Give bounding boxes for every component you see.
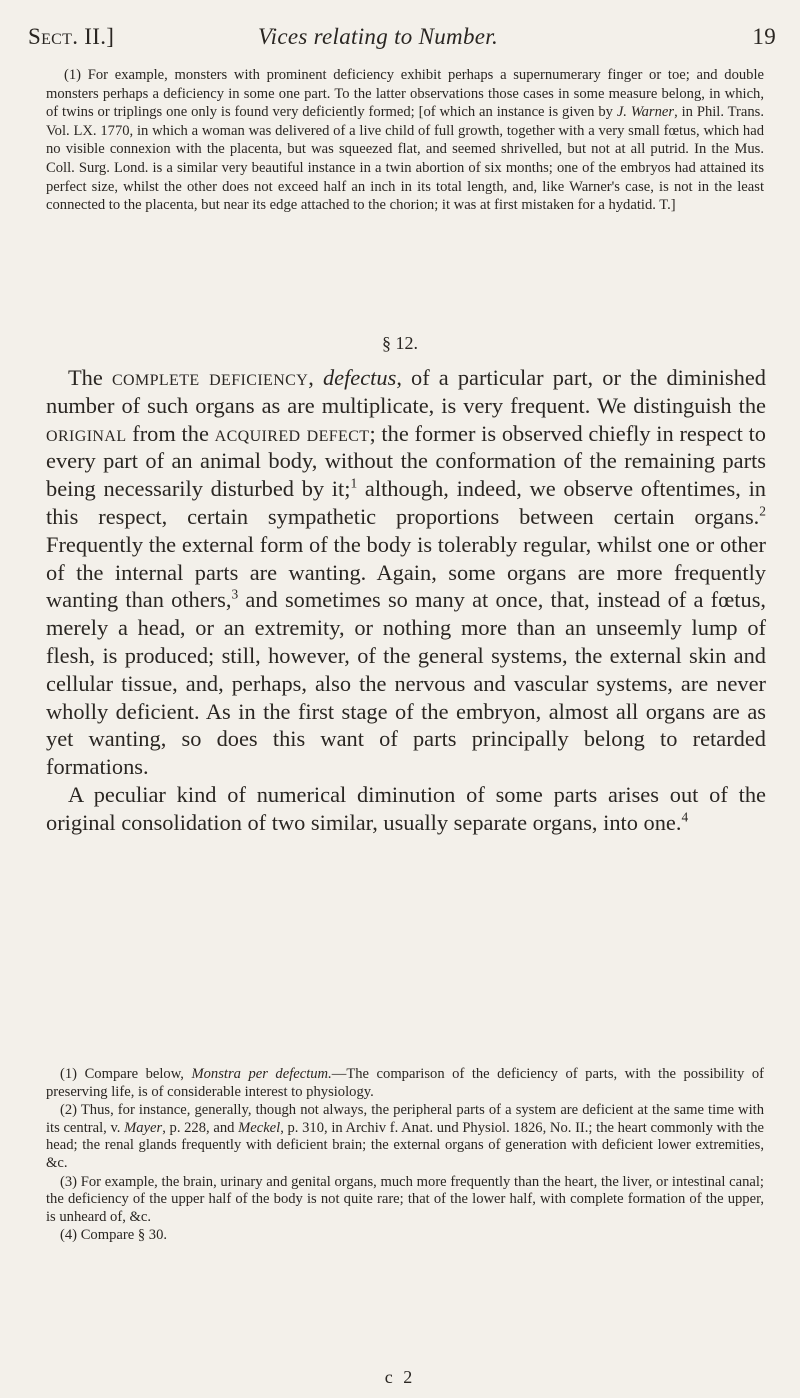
footnote: (2) Thus, for instance, generally, though not always, the peripheral parts of a system are deficient at the same time with its central, v. Mayer, p. 228, and Meckel, p. 310, in Archiv f. Anat. und Physiol. 1826, No. II.; the heart commonly with the head; the renal glands frequently with deficient brain; the external organs of generation with deficient lower extremities, &c. xyxy=(46,1102,764,1171)
term-complete-deficiency: complete deficiency xyxy=(111,365,309,390)
footnote-ref: 3 xyxy=(231,586,239,602)
page-number: 19 xyxy=(752,24,776,49)
running-header xyxy=(28,16,776,56)
term-acquired-defect: acquired defect xyxy=(214,420,370,446)
term-defectus: defectus xyxy=(322,365,397,390)
section-heading: § 12. xyxy=(382,333,418,353)
main-text xyxy=(46,364,766,837)
term-original: original xyxy=(46,420,127,446)
continued-note: (1) For example, monsters with prominent deficiency exhibit perhaps a supernumerary finger or toe; and double monsters perhaps a deficiency in some one part. To the latter observations those cases in some measure belong, in which, of twins or triplings one only is found very deficiently formed; [of which an instance is given by J. Warner, in Phil. Trans. Vol. LX. 1770, in which a woman was delivered of a live child of full growth, together with a very small fœtus, which had no visible connexion with the placenta, but was squeezed flat, and seemed shrivelled, but not at all putrid. In the Mus. Coll. Surg. Lond. is a similar very beautiful instance in a twin abortion of six months; one of the embryos had attained its perfect size, whilst the other does not exceed half an inch in its total length, and, like Warner's case, is not in the least connected to the placenta, but near its edge attached to the chorion; it was at first mistaken for a hydatid. T.] xyxy=(46,67,764,214)
footnote: (3) For example, the brain, urinary and genital organs, much more frequently than the heart, the liver, or intestinal canal; the deficiency of the upper half of the body is not quite rare; that of the lower half, with complete formation of the upper, is unheard of, &c. xyxy=(46,1173,764,1225)
footnotes xyxy=(46,1066,764,1246)
paragraph: The complete deficiency, defectus, of a particular part, or the diminished number of such organs as are multiplicate, is very frequent. We distinguish the original from the acquired defect; the former is observed chiefly in respect to every part of an animal body, without the conformation of the remaining parts being necessarily disturbed by it;$^1$ although, indeed, we observe oftentimes, in this respect, certain sympathetic proportions between certain organs.$^2$ Frequently the external form of the body is tolerably regular, whilst one or other of the internal parts are wanting. Again, some organs are more frequently wanting than others,$^3$ and sometimes so many at once, that, instead of a fœtus, merely a head, or an extremity, or nothing more than an unseemly lump of flesh, is produced; still, however, of the general systems, the external skin and cellular tissue, and, perhaps, also the nervous and vascular systems, are never wholly deficient. As in the first stage of the embryon, almost all organs are as yet wanting, so does this want of parts principally belong to retarded formations. xyxy=(46,365,767,780)
signature-mark: c 2 xyxy=(384,1367,416,1387)
footnote: (4) Compare § 30. xyxy=(60,1227,168,1244)
note-label: (1) xyxy=(64,67,82,83)
footnote-ref: 1 xyxy=(350,475,358,491)
footnote-ref: 2 xyxy=(759,503,766,519)
section-label: Sect. II.] xyxy=(28,24,115,49)
footnote-ref: 4 xyxy=(681,809,689,825)
paragraph: A peculiar kind of numerical diminution of some parts arises out of the original consolidation of two similar, usually separate organs, into one.$^4$ xyxy=(46,781,766,835)
running-title: Vices relating to Number. xyxy=(258,24,499,49)
footnote: (1) Compare below, Monstra per defectum.—The comparison of the deficiency of parts, with the possibility of preserving life, is of considerable interest to physiology. xyxy=(46,1066,764,1100)
author-name: J. Warner xyxy=(616,104,675,121)
